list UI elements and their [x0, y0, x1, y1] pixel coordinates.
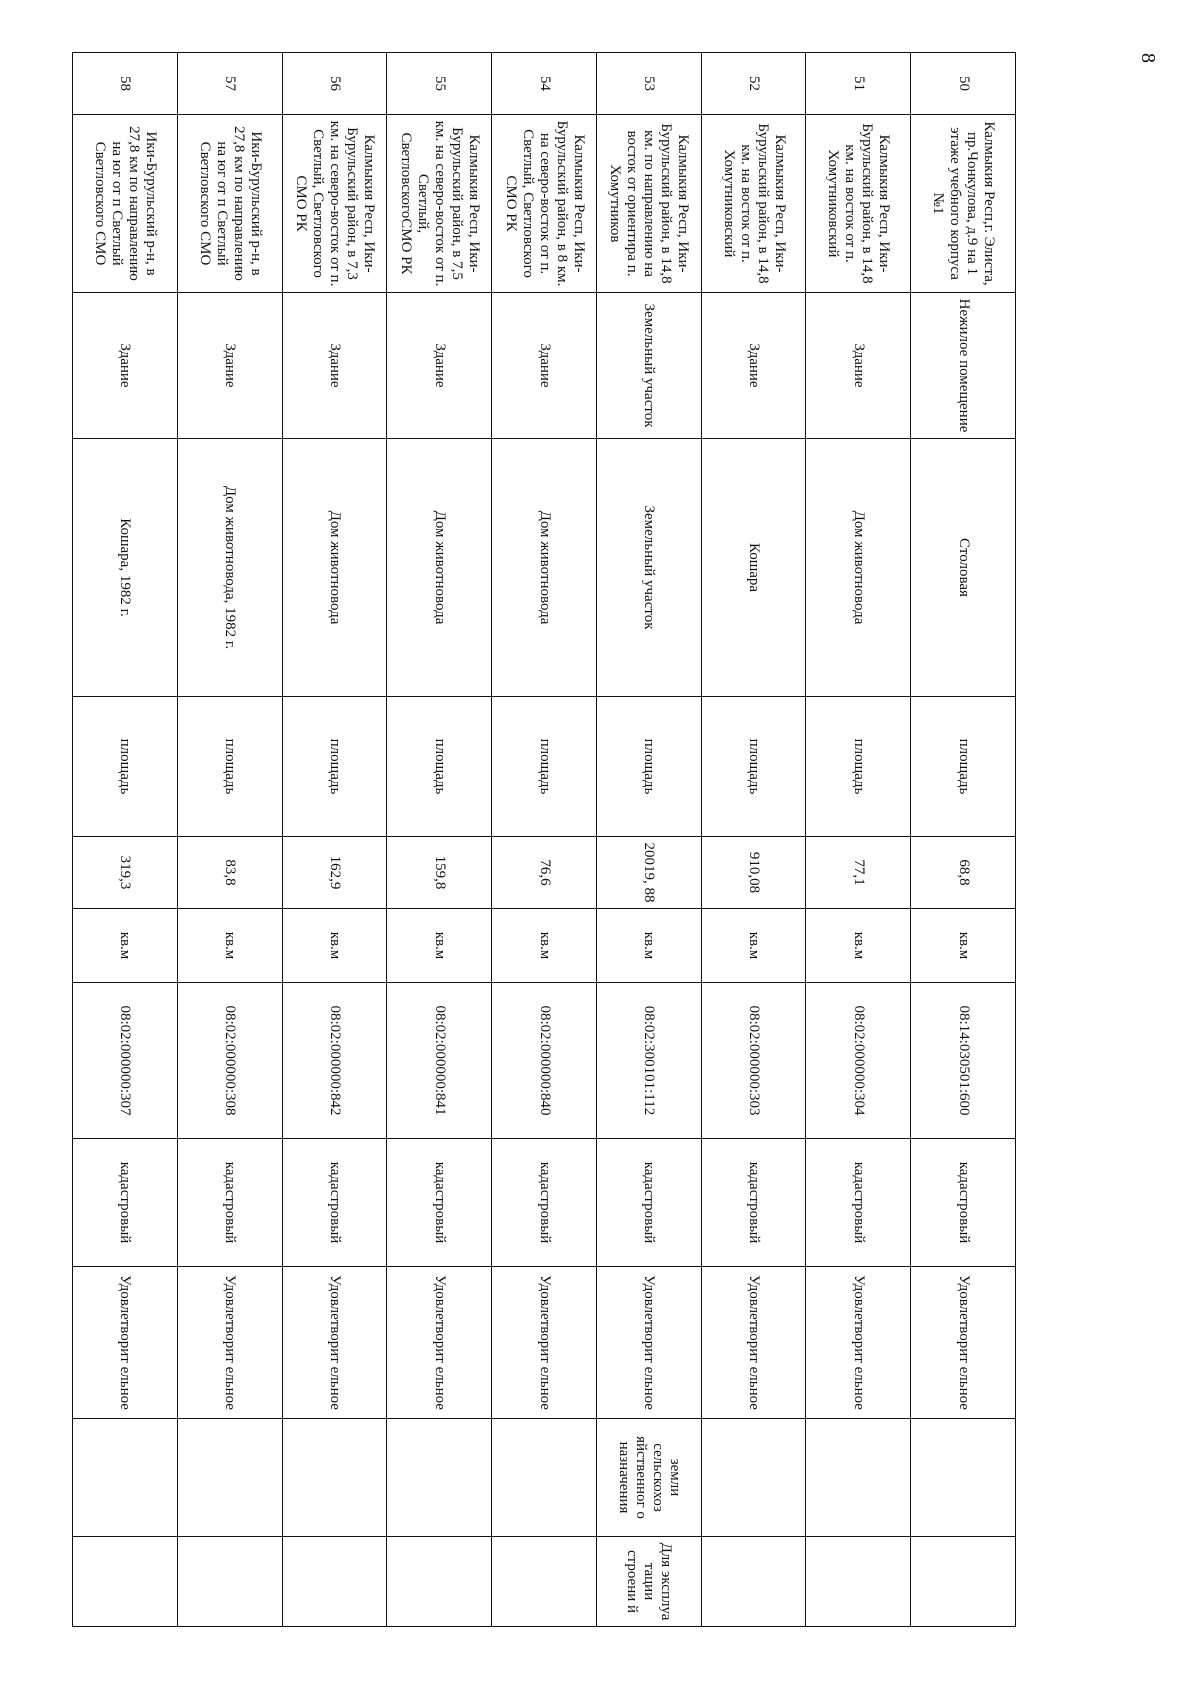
table-row: [911, 53, 1016, 1627]
parameter-value: 159,8: [387, 837, 492, 909]
row-number: 58: [73, 53, 178, 115]
unit-of-measure: кв.м: [596, 909, 701, 983]
unit-of-measure: кв.м: [492, 909, 597, 983]
land-category: земли сельскохоз яйственног о назначения: [596, 1419, 701, 1537]
row-number: 50: [911, 53, 1016, 115]
permitted-use: [177, 1537, 282, 1627]
object-name: Кошара, 1982 г.: [73, 439, 178, 697]
object-type: Здание: [387, 293, 492, 439]
number-type: кадастровый: [596, 1139, 701, 1267]
cadastral-number: 08:02:300101:112: [596, 983, 701, 1139]
table-row: [73, 53, 178, 1627]
cadastral-number: 08:02:000000:303: [701, 983, 806, 1139]
parameter-name: площадь: [387, 697, 492, 837]
unit-of-measure: кв.м: [282, 909, 387, 983]
rotated-table-container: [72, 52, 1016, 1626]
row-number: 56: [282, 53, 387, 115]
land-category: [177, 1419, 282, 1537]
parameter-value: 20019, 88: [596, 837, 701, 909]
parameter-value: 77,1: [806, 837, 911, 909]
permitted-use: [387, 1537, 492, 1627]
unit-of-measure: кв.м: [911, 909, 1016, 983]
permitted-use: [806, 1537, 911, 1627]
cadastral-number: 08:02:000000:308: [177, 983, 282, 1139]
unit-of-measure: кв.м: [701, 909, 806, 983]
parameter-name: площадь: [73, 697, 178, 837]
object-name: Дом животновода: [806, 439, 911, 697]
land-category: [701, 1419, 806, 1537]
object-type: Здание: [492, 293, 597, 439]
object-name: Земельный участок: [596, 439, 701, 697]
cadastral-number: 08:02:000000:841: [387, 983, 492, 1139]
table-row: [806, 53, 911, 1627]
parameter-value: 68,8: [911, 837, 1016, 909]
number-type: кадастровый: [387, 1139, 492, 1267]
object-type: Здание: [282, 293, 387, 439]
object-type: Здание: [701, 293, 806, 439]
object-type: Нежилое помещение: [911, 293, 1016, 439]
table-row: [177, 53, 282, 1627]
parameter-value: 319,3: [73, 837, 178, 909]
land-category: [806, 1419, 911, 1537]
parameter-name: площадь: [701, 697, 806, 837]
table-body: [73, 53, 1016, 1627]
permitted-use: [701, 1537, 806, 1627]
row-number: 51: [806, 53, 911, 115]
permitted-use: Для эксплуа тации строени й: [596, 1537, 701, 1627]
row-number: 53: [596, 53, 701, 115]
parameter-name: площадь: [806, 697, 911, 837]
object-address: Калмыкия Респ, Ики-Бурульский район, в 7,5 км. на северо-восток от п. Светлый, СветловскогоСМО РК: [387, 115, 492, 293]
cadastral-number: 08:14:030501:600: [911, 983, 1016, 1139]
parameter-name: площадь: [282, 697, 387, 837]
parameter-value: 162,9: [282, 837, 387, 909]
object-address: Калмыкия Респ, Ики-Бурульский район, в 7,3 км. на северо-восток от п. Светлый, Светловского СМО РК: [282, 115, 387, 293]
number-type: кадастровый: [806, 1139, 911, 1267]
table-row: [701, 53, 806, 1627]
object-address: Калмыкия Респ, Ики-Бурульский район, в 14,8 км. на восток от п. Хомутниковский: [806, 115, 911, 293]
land-category: [387, 1419, 492, 1537]
object-address: Ики-Бурульский р-н, в 27,8 км по направлению на юг от п Светлый Светловского СМО: [73, 115, 178, 293]
object-name: Дом животновода: [387, 439, 492, 697]
permitted-use: [282, 1537, 387, 1627]
number-type: кадастровый: [282, 1139, 387, 1267]
object-address: Ики-Бурульский р-н, в 27,8 км по направлению на юг от п Светлый Светловского СМО: [177, 115, 282, 293]
number-type: кадастровый: [492, 1139, 597, 1267]
unit-of-measure: кв.м: [177, 909, 282, 983]
cadastral-number: 08:02:000000:304: [806, 983, 911, 1139]
number-type: кадастровый: [73, 1139, 178, 1267]
number-type: кадастровый: [177, 1139, 282, 1267]
table-row: [596, 53, 701, 1627]
table-row: [282, 53, 387, 1627]
object-name: Дом животновода: [492, 439, 597, 697]
number-type: кадастровый: [911, 1139, 1016, 1267]
table-row: [387, 53, 492, 1627]
cadastral-number: 08:02:000000:840: [492, 983, 597, 1139]
parameter-value: 910,08: [701, 837, 806, 909]
object-type: Здание: [73, 293, 178, 439]
land-category: [73, 1419, 178, 1537]
parameter-name: площадь: [596, 697, 701, 837]
object-name: Дом животновода: [282, 439, 387, 697]
technical-state: Удовлетворит ельное: [701, 1267, 806, 1419]
parameter-name: площадь: [177, 697, 282, 837]
technical-state: Удовлетворит ельное: [806, 1267, 911, 1419]
property-registry-table: [72, 52, 1016, 1627]
page-number: 8: [1137, 53, 1159, 63]
object-address: Калмыкия Респ,г. Элиста, пр.Чонкулова, д.9 на 1 этаже учебного корпуса №1: [911, 115, 1016, 293]
table-row: [492, 53, 597, 1627]
object-name: Дом животновода, 1982 г.: [177, 439, 282, 697]
technical-state: Удовлетворит ельное: [911, 1267, 1016, 1419]
cadastral-number: 08:02:000000:307: [73, 983, 178, 1139]
unit-of-measure: кв.м: [73, 909, 178, 983]
land-category: [282, 1419, 387, 1537]
technical-state: Удовлетворит ельное: [177, 1267, 282, 1419]
unit-of-measure: кв.м: [806, 909, 911, 983]
technical-state: Удовлетворит ельное: [596, 1267, 701, 1419]
object-type: Здание: [806, 293, 911, 439]
technical-state: Удовлетворит ельное: [387, 1267, 492, 1419]
parameter-value: 83,8: [177, 837, 282, 909]
object-type: Земельный участок: [596, 293, 701, 439]
permitted-use: [492, 1537, 597, 1627]
permitted-use: [73, 1537, 178, 1627]
row-number: 57: [177, 53, 282, 115]
number-type: кадастровый: [701, 1139, 806, 1267]
object-address: Калмыкия Респ, Ики-Бурульский район, в 14,8 км. по направлению на восток от ориентира п. Хомутников: [596, 115, 701, 293]
object-address: Калмыкия Респ, Ики-Бурульский район, в 8 км. на северо-восток от п. Светлый, Светловского СМО РК: [492, 115, 597, 293]
object-address: Калмыкия Респ, Ики-Бурульский район, в 14,8 км. на восток от п. Хомутниковский: [701, 115, 806, 293]
land-category: [492, 1419, 597, 1537]
technical-state: Удовлетворит ельное: [282, 1267, 387, 1419]
parameter-name: площадь: [911, 697, 1016, 837]
row-number: 54: [492, 53, 597, 115]
object-type: Здание: [177, 293, 282, 439]
row-number: 55: [387, 53, 492, 115]
registry-table-area: [72, 52, 1016, 1626]
cadastral-number: 08:02:000000:842: [282, 983, 387, 1139]
technical-state: Удовлетворит ельное: [492, 1267, 597, 1419]
unit-of-measure: кв.м: [387, 909, 492, 983]
parameter-name: площадь: [492, 697, 597, 837]
object-name: Столовая: [911, 439, 1016, 697]
object-name: Кошара: [701, 439, 806, 697]
row-number: 52: [701, 53, 806, 115]
permitted-use: [911, 1537, 1016, 1627]
land-category: [911, 1419, 1016, 1537]
parameter-value: 76,6: [492, 837, 597, 909]
technical-state: Удовлетворит ельное: [73, 1267, 178, 1419]
